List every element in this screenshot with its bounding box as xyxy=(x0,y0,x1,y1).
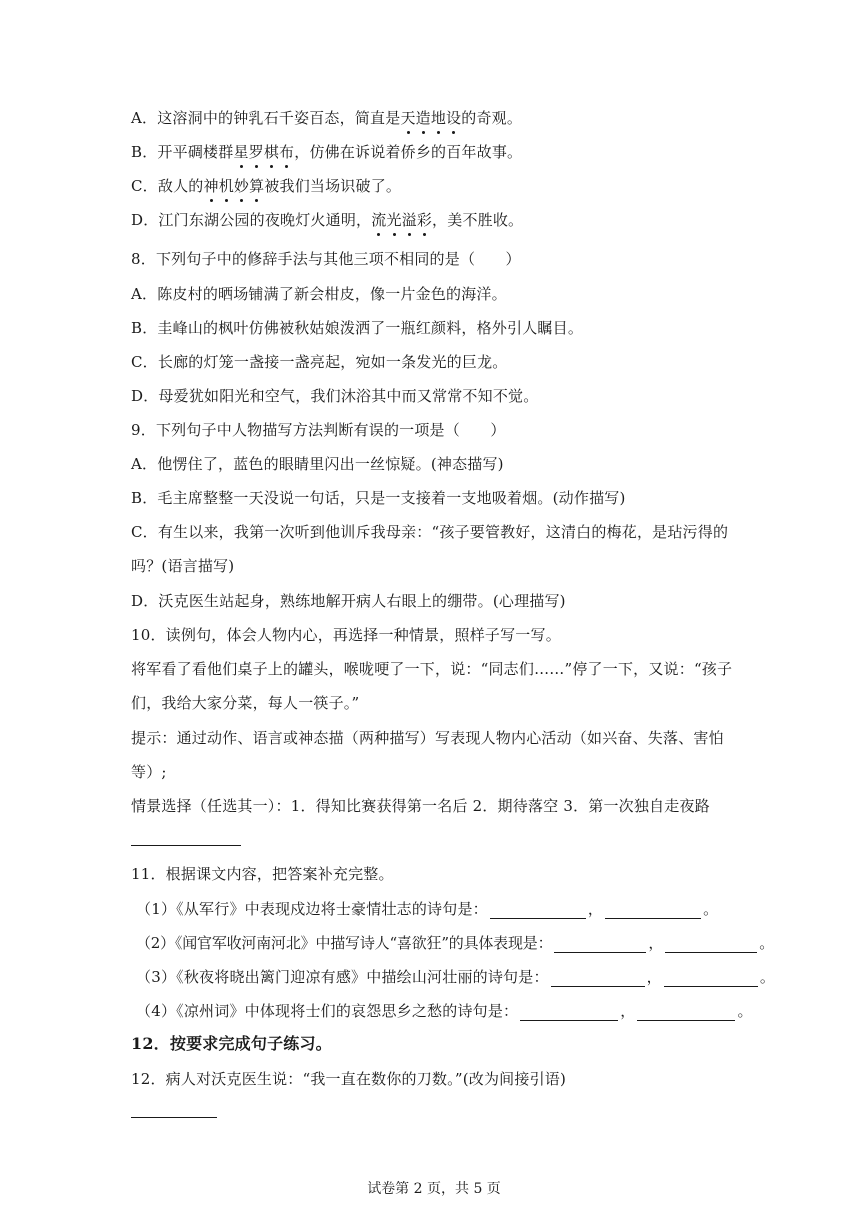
dotted-char: 布 xyxy=(279,143,295,161)
comma: ， xyxy=(587,900,604,918)
dotted-char: 算 xyxy=(249,177,265,195)
q12-answer-line[interactable] xyxy=(131,1117,217,1118)
q11-item-4 xyxy=(136,1001,753,1021)
option-text: D．江门东湖公园的夜晚灯火通明， xyxy=(131,211,372,229)
q10-answer-line[interactable] xyxy=(131,845,241,846)
q9-option-c: C．有生以来，我第一次听到他训斥我母亲：“孩子要管教好，这清白的梅花，是玷污得的 xyxy=(131,523,729,541)
q11-item-text: （4）《凉州词》中体现将士们的哀怨思乡之愁的诗句是： xyxy=(136,1002,519,1020)
blank-field[interactable] xyxy=(554,936,646,953)
q11-item-1 xyxy=(136,899,718,919)
dotted-char: 星 xyxy=(233,143,249,161)
q8-option-d: D．母爱犹如阳光和空气，我们沐浴其中而又常常不知不觉。 xyxy=(131,387,539,405)
q7-option-b xyxy=(131,142,522,162)
blank-field[interactable] xyxy=(637,1004,735,1021)
q10-hint: 提示：通过动作、语言或神态描（两种描写）写表现人物内心活动（如兴奋、失落、害怕 xyxy=(131,729,724,747)
q9-option-a: A．他愣住了，蓝色的眼睛里闪出一丝惊疑。(神态描写) xyxy=(131,455,504,473)
comma: ， xyxy=(646,968,662,986)
dotted-char: 天 xyxy=(400,109,416,127)
q11-item-text: （2）《闻官军收河南河北》中描写诗人“喜欲狂”的具体表现是： xyxy=(136,934,553,952)
option-text: 被我们当场识破了。 xyxy=(264,177,402,195)
option-text: ，仿佛在诉说着侨乡的百年故事。 xyxy=(294,143,523,161)
q11-item-text: （3）《秋夜将晓出篱门迎凉有感》中描绘山河壮丽的诗句是： xyxy=(136,968,549,986)
dotted-char: 机 xyxy=(218,177,234,195)
dotted-char: 神 xyxy=(203,177,219,195)
q9-option-d: D．沃克医生站起身，熟练地解开病人右眼上的绷带。(心理描写) xyxy=(131,592,566,610)
blank-field[interactable] xyxy=(551,970,645,987)
q10-example: 将军看了看他们桌子上的罐头，喉咙哽了一下，说：“同志们……”停了一下，又说：“孩子 xyxy=(131,660,733,678)
page-footer: 试卷第 2 页，共 5 页 xyxy=(367,1181,501,1197)
blank-field[interactable] xyxy=(665,936,757,953)
q11-item-2 xyxy=(136,933,774,953)
period: 。 xyxy=(759,968,776,986)
blank-field[interactable] xyxy=(664,970,758,987)
q9-option-b: B．毛主席整整一天没说一句话，只是一支接着一支地吸着烟。(动作描写) xyxy=(131,489,626,507)
q8-option-c: C．长廊的灯笼一盏接一盏亮起，宛如一条发光的巨龙。 xyxy=(131,353,508,371)
q8-option-b: B．圭峰山的枫叶仿佛被秋姑娘泼洒了一瓶红颜料，格外引人瞩目。 xyxy=(131,319,584,337)
q12-heading: 12．按要求完成句子练习。 xyxy=(131,1034,332,1053)
q9-option-c-cont: 吗？(语言描写) xyxy=(131,557,235,575)
option-text: 的奇观。 xyxy=(461,109,523,127)
option-text: A．这溶洞中的钟乳石千姿百态，简直是 xyxy=(131,109,401,127)
q12-item: 12．病人对沃克医生说：“我一直在数你的刀数。”(改为间接引语) xyxy=(131,1070,567,1088)
dotted-char: 妙 xyxy=(233,177,250,195)
option-text: C．敌人的 xyxy=(131,177,204,195)
dotted-char: 罗 xyxy=(248,143,264,161)
dotted-char: 设 xyxy=(446,109,462,127)
comma: ， xyxy=(648,934,664,952)
q11-item-text: （1）《从军行》中表现戍边将士豪情壮志的诗句是： xyxy=(136,900,488,918)
q8-option-a: A．陈皮村的晒场铺满了新会柑皮，像一片金色的海洋。 xyxy=(131,285,507,303)
dotted-char: 造 xyxy=(415,109,431,127)
q10-stem: 10．读例句，体会人物内心，再选择一种情景，照样子写一写。 xyxy=(131,626,561,644)
q10-example-cont: 们，我给大家分菜，每人一筷子。” xyxy=(131,694,360,712)
option-text: B．开平碉楼群 xyxy=(131,143,234,161)
q7-option-a xyxy=(131,108,522,128)
dotted-char: 地 xyxy=(430,109,447,127)
blank-field[interactable] xyxy=(605,902,701,919)
period: 。 xyxy=(703,900,719,918)
dotted-char: 光 xyxy=(386,211,402,229)
dotted-char: 棋 xyxy=(263,143,280,161)
blank-field[interactable] xyxy=(520,1004,618,1021)
blank-field[interactable] xyxy=(490,902,586,919)
dotted-char: 溢 xyxy=(401,211,417,229)
option-text: ，美不胜收。 xyxy=(432,211,524,229)
q11-item-3 xyxy=(136,967,775,987)
q10-scenes: 情景选择（任选其一）：1．得知比赛获得第一名后 2．期待落空 3．第一次独自走夜路 xyxy=(131,797,710,815)
dotted-char: 彩 xyxy=(416,211,433,229)
dotted-char: 流 xyxy=(371,211,387,229)
q10-hint-cont: 等）; xyxy=(131,763,167,781)
q11-stem: 11．根据课文内容，把答案补充完整。 xyxy=(131,865,394,883)
period: 。 xyxy=(759,934,775,952)
q8-stem: 8．下列句子中的修辞手法与其他三项不相同的是（ ） xyxy=(131,250,521,268)
q9-stem: 9．下列句子中人物描写方法判断有误的一项是（ ） xyxy=(131,421,506,439)
q7-option-c xyxy=(131,176,401,196)
comma: ， xyxy=(620,1002,636,1020)
period: 。 xyxy=(737,1002,753,1020)
q7-option-d xyxy=(131,210,523,230)
